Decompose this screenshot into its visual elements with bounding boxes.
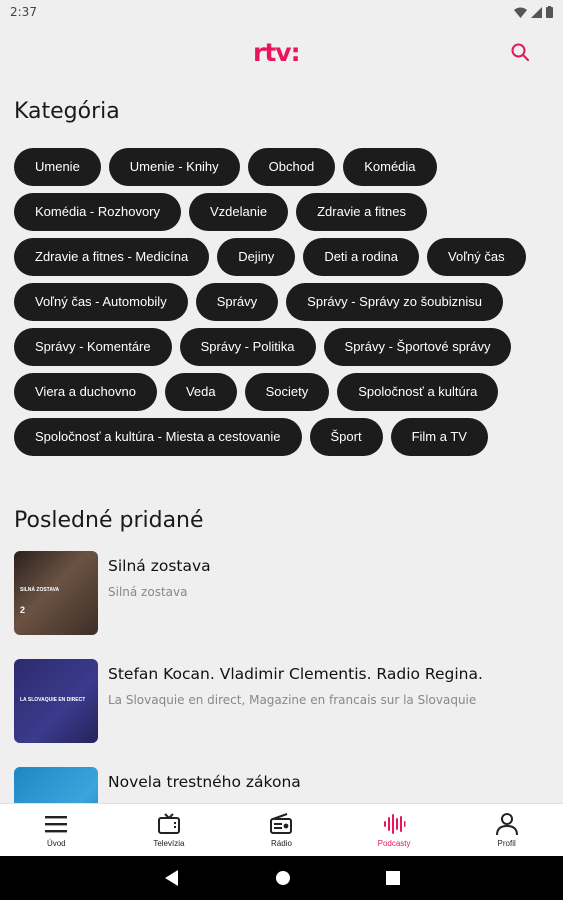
nav-label: Rádio	[271, 839, 292, 848]
back-icon[interactable]	[164, 869, 180, 887]
profile-icon	[494, 811, 520, 837]
chip-row	[14, 148, 554, 186]
category-chips	[14, 148, 554, 463]
thumbnail-number: 2	[20, 605, 26, 615]
category-chip[interactable]: Spoločnosť a kultúra - Miesta a cestovanie	[14, 418, 302, 456]
episode-subtitle: Silná zostava	[108, 585, 188, 599]
nav-label: Televízia	[153, 839, 185, 848]
chip-row	[14, 418, 554, 456]
category-chip[interactable]: Komédia - Rozhovory	[14, 193, 181, 231]
category-chip[interactable]: Zdravie a fitnes	[296, 193, 427, 231]
category-chip[interactable]: Komédia	[343, 148, 436, 186]
tv-icon	[156, 811, 182, 837]
menu-icon	[43, 811, 69, 837]
status-time: 2:37	[10, 5, 37, 19]
episode-thumbnail	[14, 659, 98, 743]
list-item[interactable]	[14, 551, 554, 637]
chip-row	[14, 328, 554, 366]
app-bar	[0, 24, 563, 80]
category-chip[interactable]: Deti a rodina	[303, 238, 419, 276]
status-icons	[514, 6, 553, 18]
search-button[interactable]	[508, 40, 532, 64]
episode-title: Stefan Kocan. Vladimir Clementis. Radio Regina.	[108, 665, 483, 683]
category-chip[interactable]: Správy - Správy zo šoubiznisu	[286, 283, 503, 321]
chip-row	[14, 193, 554, 231]
system-navigation-bar	[0, 856, 563, 900]
nav-label: Profil	[497, 839, 516, 848]
thumbnail-text: SILNÁ ZOSTAVA	[20, 587, 60, 593]
nav-item-television[interactable]	[113, 804, 225, 856]
chip-row	[14, 373, 554, 411]
category-chip[interactable]: Umenie - Knihy	[109, 148, 240, 186]
nav-label: Úvod	[46, 839, 66, 848]
episode-thumbnail	[14, 551, 98, 635]
nav-item-home[interactable]	[0, 804, 112, 856]
category-chip[interactable]: Spoločnosť a kultúra	[337, 373, 498, 411]
category-chip[interactable]: Obchod	[248, 148, 336, 186]
category-chip[interactable]: Správy	[196, 283, 278, 321]
category-chip[interactable]: Správy - Komentáre	[14, 328, 172, 366]
wifi-icon	[514, 7, 527, 18]
nav-item-radio[interactable]	[225, 804, 337, 856]
episode-text	[108, 659, 483, 745]
thumbnail-text: LA SLOVAQUIE EN DIRECT	[20, 697, 86, 703]
category-chip[interactable]: Dejiny	[217, 238, 295, 276]
list-item[interactable]	[14, 659, 554, 745]
radio-icon	[268, 811, 294, 837]
category-chip[interactable]: Správy - Politika	[180, 328, 316, 366]
episode-title: Novela trestného zákona	[108, 773, 301, 791]
bottom-navigation	[0, 803, 563, 856]
chip-row	[14, 283, 554, 321]
chip-row	[14, 238, 554, 276]
recents-icon[interactable]	[386, 871, 400, 885]
categories-title: Kategória	[14, 99, 120, 124]
category-chip[interactable]: Vzdelanie	[189, 193, 288, 231]
category-chip[interactable]: Zdravie a fitnes - Medicína	[14, 238, 209, 276]
category-chip[interactable]: Umenie	[14, 148, 101, 186]
recent-title: Posledné pridané	[14, 508, 204, 533]
category-chip[interactable]: Správy - Športové správy	[324, 328, 512, 366]
signal-icon	[531, 7, 542, 18]
nav-item-podcasts[interactable]	[338, 804, 450, 856]
category-chip[interactable]: Voľný čas	[427, 238, 526, 276]
rtv-logo[interactable]: rtv:	[253, 38, 300, 67]
category-chip[interactable]: Film a TV	[391, 418, 488, 456]
category-chip[interactable]: Šport	[310, 418, 383, 456]
status-bar	[0, 0, 563, 24]
podcast-icon	[381, 811, 407, 837]
category-chip[interactable]: Veda	[165, 373, 237, 411]
home-icon[interactable]	[275, 870, 291, 886]
nav-item-profile[interactable]	[451, 804, 563, 856]
category-chip[interactable]: Viera a duchovno	[14, 373, 157, 411]
episode-title: Silná zostava	[108, 557, 211, 575]
category-chip[interactable]: Society	[245, 373, 330, 411]
nav-label: Podcasty	[377, 839, 411, 848]
battery-icon	[546, 6, 553, 18]
search-icon	[510, 42, 530, 62]
category-chip[interactable]: Voľný čas - Automobily	[14, 283, 188, 321]
episode-subtitle: La Slovaquie en direct, Magazine en francais sur la Slovaquie	[108, 693, 477, 707]
episode-text	[108, 551, 211, 637]
